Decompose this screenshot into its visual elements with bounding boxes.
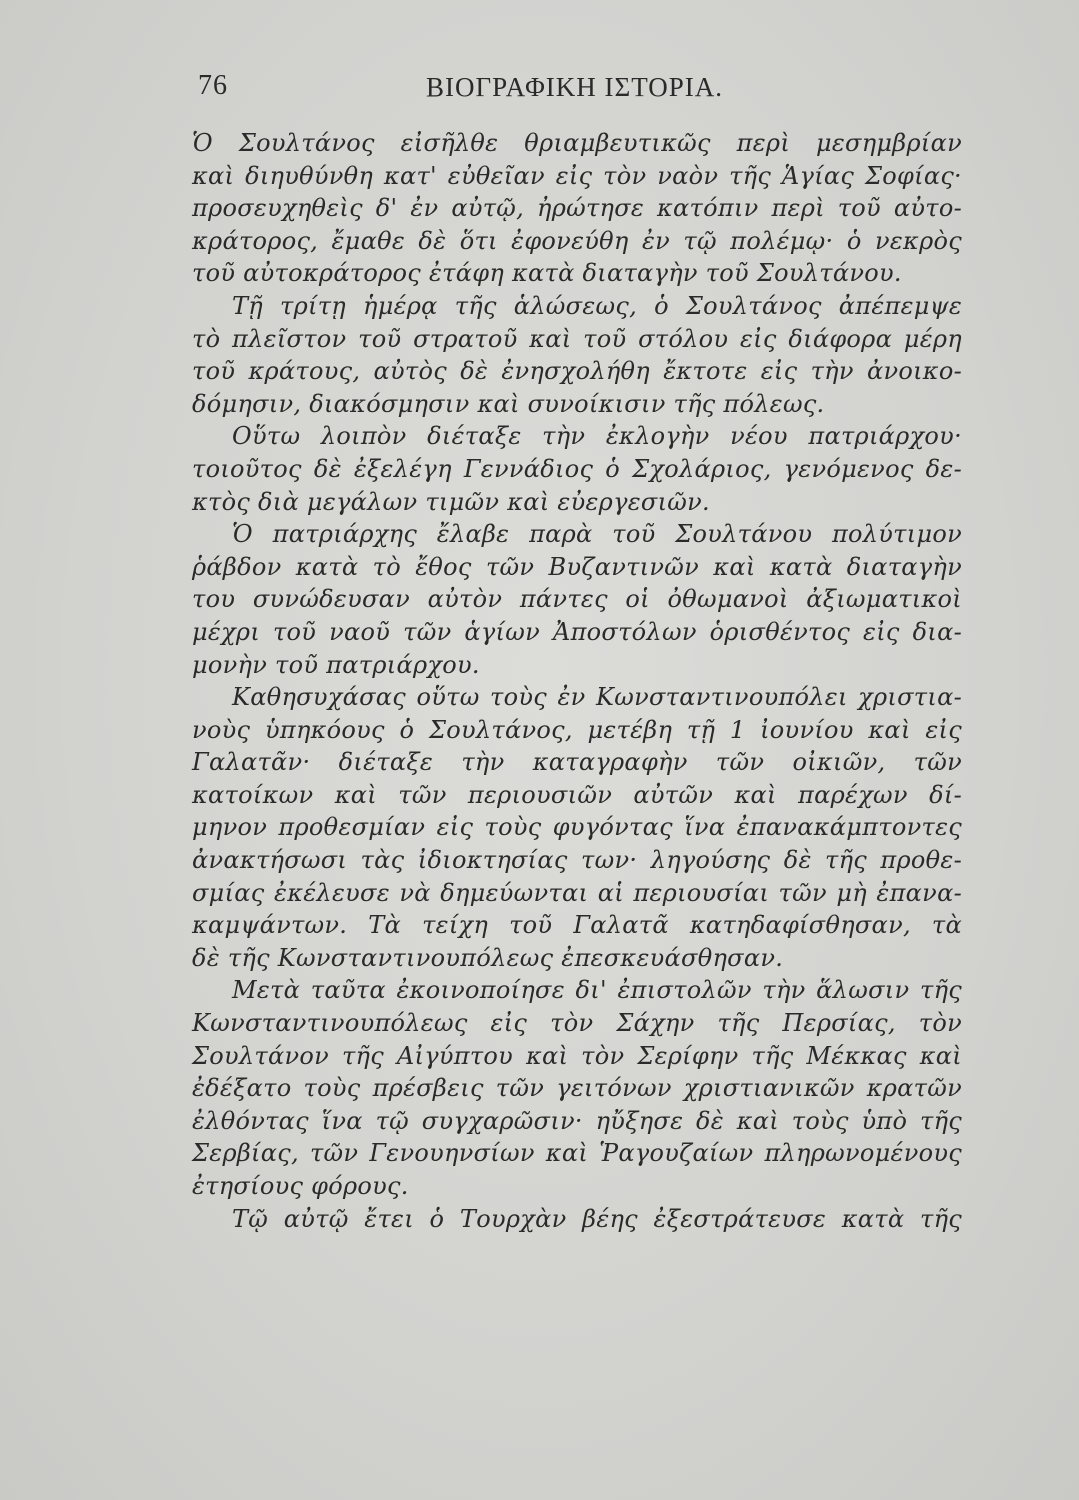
- text-line: Καθησυχάσας οὕτω τοὺς ἐν Κωνσταντινουπόλει χριστια-: [232, 683, 962, 712]
- text-line: τὸ πλεῖστον τοῦ στρατοῦ καὶ τοῦ στόλου εἰς διάφορα μέρη: [192, 324, 962, 353]
- text-line: τοῦ αὐτοκράτορος ἐτάφη κατὰ διαταγὴν τοῦ Σουλτάνου.: [192, 259, 902, 288]
- page-number: 76: [198, 70, 228, 101]
- text-line: μέχρι τοῦ ναοῦ τῶν ἁγίων Ἀποστόλων ὁρισθέντος εἰς δια-: [192, 617, 962, 646]
- text-line: καμψάντων. Τὰ τείχη τοῦ Γαλατᾶ κατηδαφίσθησαν, τὰ: [192, 911, 962, 940]
- text-line: κτὸς διὰ μεγάλων τιμῶν καὶ εὐεργεσιῶν.: [192, 487, 710, 516]
- text-line: δόμησιν, διακόσμησιν καὶ συνοίκισιν τῆς πόλεως.: [192, 389, 825, 418]
- text-line: κατοίκων καὶ τῶν περιουσιῶν αὐτῶν καὶ παρέχων δί-: [192, 780, 962, 809]
- text-line: Σερβίας, τῶν Γενουηνσίων καὶ Ῥαγουζαίων πληρωνομένους: [192, 1139, 962, 1168]
- text-line: ἐτησίους φόρους.: [192, 1172, 409, 1200]
- text-line: δὲ τῆς Κωνσταντινουπόλεως ἐπεσκευάσθησαν.: [192, 943, 784, 972]
- text-line: Τῷ αὐτῷ ἔτει ὁ Τουρχὰν βέης ἐξεστράτευσε κατὰ τῆς: [232, 1204, 962, 1233]
- text-line: τοῦ κράτους, αὐτὸς δὲ ἐνησχολήθη ἔκτοτε εἰς τὴν ἀνοικο-: [192, 357, 962, 386]
- text-line: καὶ διηυθύνθη κατ' εὐθεῖαν εἰς τὸν ναὸν τῆς Ἁγίας Σοφίας·: [192, 161, 962, 190]
- text-line: κράτορος, ἔμαθε δὲ ὅτι ἐφονεύθη ἐν τῷ πολέμῳ· ὁ νεκρὸς: [192, 226, 962, 255]
- body-text: [192, 127, 962, 1235]
- text-line: Ὁ πατριάρχης ἔλαβε παρὰ τοῦ Σουλτάνου πολύτιμον: [232, 520, 962, 549]
- text-line: ἀνακτήσωσι τὰς ἰδιοκτησίας των· ληγούσης δὲ τῆς προθε-: [192, 846, 962, 875]
- text-line: Οὕτω λοιπὸν διέταξε τὴν ἐκλογὴν νέου πατριάρχου·: [232, 422, 962, 451]
- text-line: ῥάβδον κατὰ τὸ ἔθος τῶν Βυζαντινῶν καὶ κατὰ διαταγὴν: [192, 552, 962, 581]
- text-line: του συνώδευσαν αὐτὸν πάντες οἱ ὀθωμανοὶ ἀξιωματικοὶ: [192, 585, 962, 614]
- text-line: Ὁ Σουλτάνος εἰσῆλθε θριαμβευτικῶς περὶ μεσημβρίαν: [192, 129, 962, 157]
- text-line: Σουλτάνον τῆς Αἰγύπτου καὶ τὸν Σερίφην τῆς Μέκκας καὶ: [192, 1041, 962, 1070]
- running-title: ΒΙΟΓΡΑΦΙΚΗ ΙΣΤΟΡΙΑ.: [426, 72, 724, 102]
- text-line: μηνον προθεσμίαν εἰς τοὺς φυγόντας ἵνα ἐπανακάμπτοντες: [192, 813, 962, 842]
- text-line: μονὴν τοῦ πατριάρχου.: [192, 650, 480, 679]
- text-line: ἐλθόντας ἵνα τῷ συγχαρῶσιν· ηὔξησε δὲ καὶ τοὺς ὑπὸ τῆς: [192, 1106, 962, 1135]
- text-line: Τῇ τρίτῃ ἡμέρᾳ τῆς ἁλώσεως, ὁ Σουλτάνος ἀπέπεμψε: [232, 291, 962, 320]
- text-line: προσευχηθεὶς δ' ἐν αὐτῷ, ἠρώτησε κατόπιν περὶ τοῦ αὐτο-: [192, 194, 962, 223]
- text-line: νοὺς ὑπηκόους ὁ Σουλτάνος, μετέβη τῇ 1 ἰουνίου καὶ εἰς: [192, 715, 962, 744]
- text-line: σμίας ἐκέλευσε νὰ δημεύωνται αἱ περιουσίαι τῶν μὴ ἐπανα-: [192, 878, 962, 907]
- text-line: Γαλατᾶν· διέταξε τὴν καταγραφὴν τῶν οἰκιῶν, τῶν: [192, 748, 962, 777]
- text-line: τοιοῦτος δὲ ἐξελέγη Γεννάδιος ὁ Σχολάριος, γενόμενος δε-: [192, 454, 962, 483]
- text-line: Κωνσταντινουπόλεως εἰς τὸν Σάχην τῆς Περσίας, τὸν: [192, 1009, 962, 1038]
- text-line: Μετὰ ταῦτα ἐκοινοποίησε δι' ἐπιστολῶν τὴν ἅλωσιν τῆς: [232, 976, 962, 1005]
- page-header: [198, 70, 978, 110]
- text-line: ἐδέξατο τοὺς πρέσβεις τῶν γειτόνων χριστιανικῶν κρατῶν: [192, 1074, 962, 1103]
